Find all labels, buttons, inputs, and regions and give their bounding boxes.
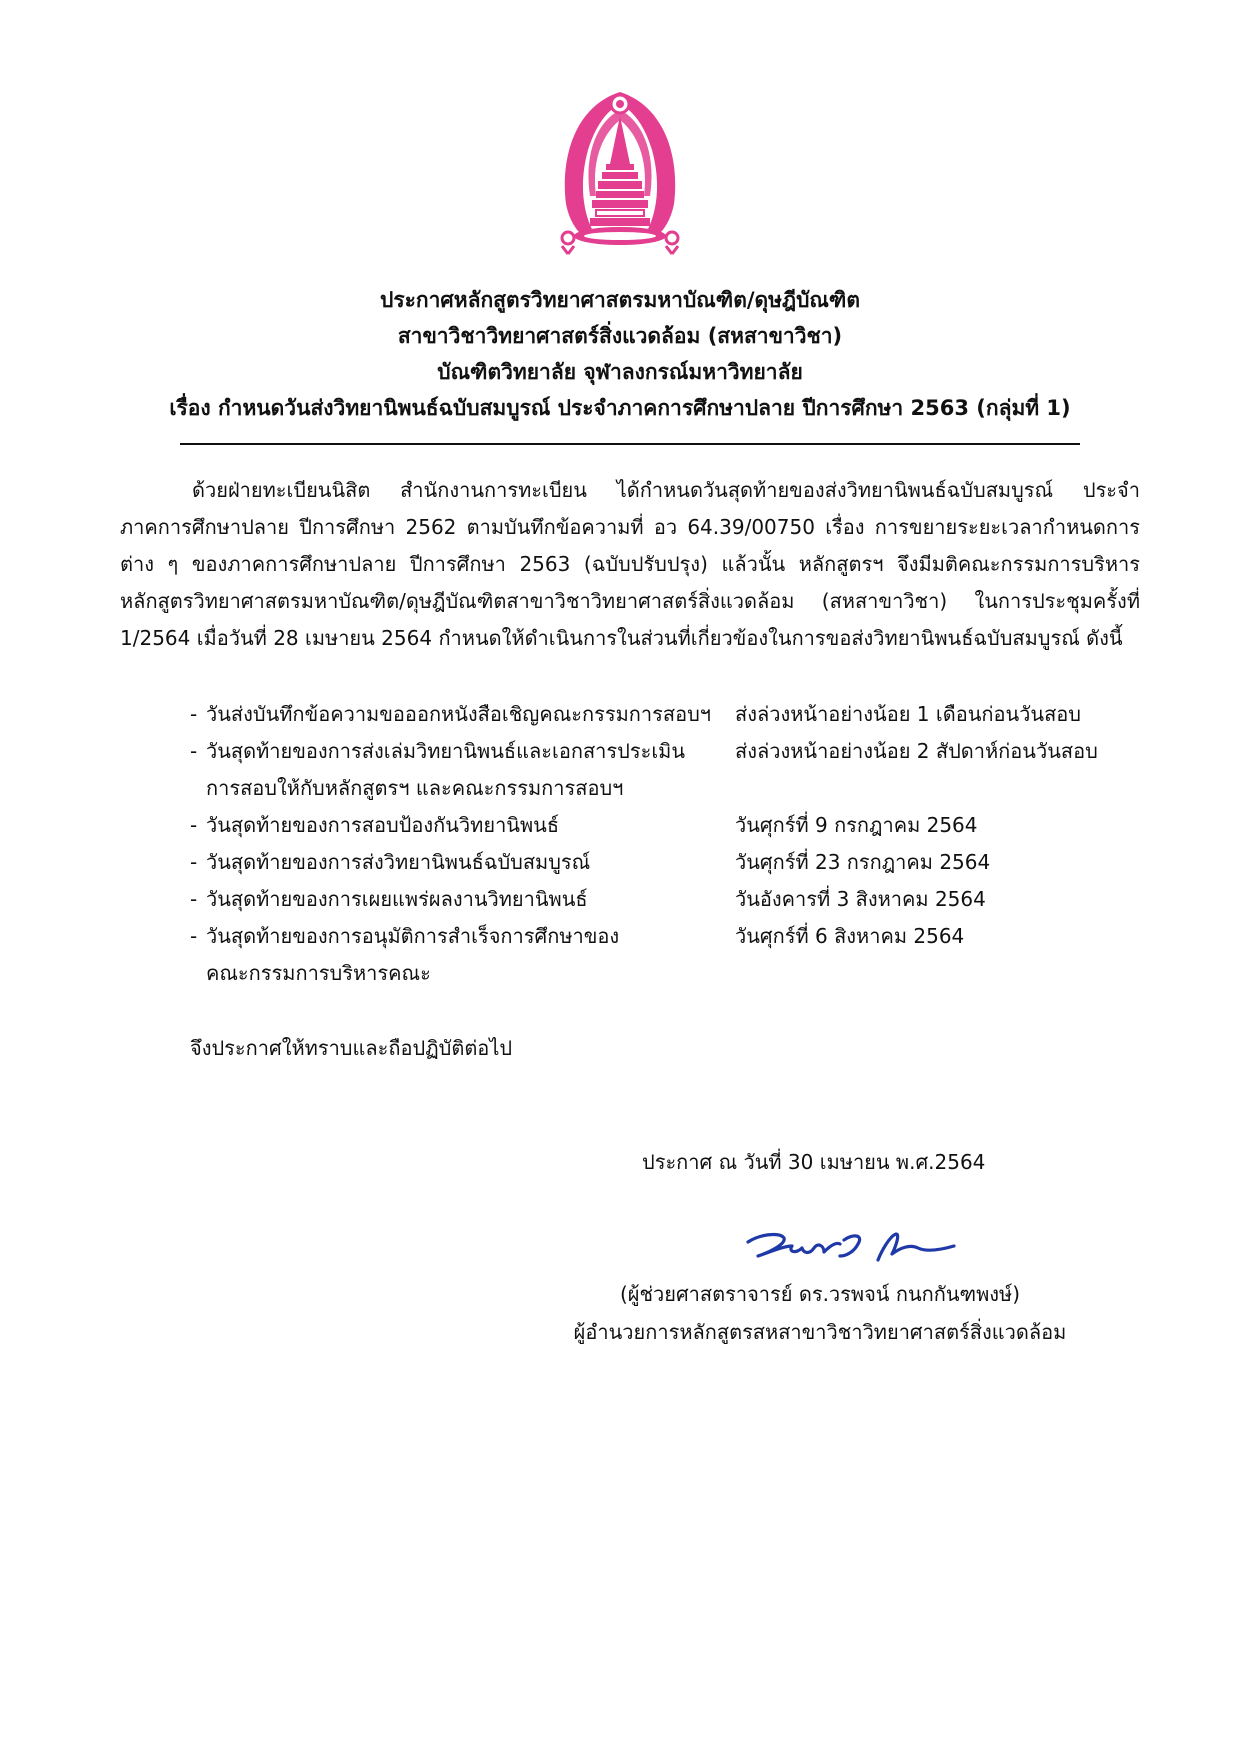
signer-title: ผู้อำนวยการหลักสูตรสหสาขาวิชาวิทยาศาสตร์สิ่งแวดล้อม bbox=[573, 1320, 1067, 1344]
schedule-item bbox=[190, 881, 1130, 918]
schedule-item-value: วันศุกร์ที่ 23 กรกฎาคม 2564 bbox=[735, 850, 991, 874]
schedule-item-label-cont: คณะกรรมการบริหารคณะ bbox=[206, 961, 431, 985]
schedule-item-label: วันสุดท้ายของการส่งวิทยานิพนธ์ฉบับสมบูรณ์ bbox=[206, 850, 591, 874]
bullet-dash: - bbox=[190, 702, 198, 726]
handwritten-signature bbox=[740, 1222, 960, 1268]
closing-statement: จึงประกาศให้ทราบและถือปฏิบัติต่อไป bbox=[190, 1036, 513, 1060]
announcement-header bbox=[150, 282, 1090, 426]
schedule-item-label: วันส่งบันทึกข้อความขอออกหนังสือเชิญคณะกรรมการสอบฯ bbox=[206, 702, 712, 726]
university-emblem-icon bbox=[556, 86, 684, 258]
bullet-dash: - bbox=[190, 850, 198, 874]
schedule-item-value: วันอังคารที่ 3 สิงหาคม 2564 bbox=[735, 887, 986, 911]
schedule-item bbox=[190, 844, 1130, 881]
intro-line-4: หลักสูตรวิทยาศาสตรมหาบัณฑิต/ดุษฎีบัณฑิตสาขาวิชาวิทยาศาสตร์สิ่งแวดล้อม (สหสาขาวิชา) ในการประชุมครั้งที่ bbox=[120, 589, 1140, 613]
intro-paragraph bbox=[120, 472, 1140, 657]
intro-line-1: ด้วยฝ่ายทะเบียนนิสิต สำนักงานการทะเบียน ได้กำหนดวันสุดท้ายของส่งวิทยานิพนธ์ฉบับสมบูรณ์ ประจำ bbox=[192, 478, 1140, 502]
schedule-item bbox=[190, 807, 1130, 844]
header-line-1: ประกาศหลักสูตรวิทยาศาสตรมหาบัณฑิต/ดุษฎีบัณฑิต bbox=[380, 288, 860, 312]
schedule-item-label: วันสุดท้ายของการส่งเล่มวิทยานิพนธ์และเอกสารประเมิน bbox=[206, 739, 686, 763]
header-line-2: สาขาวิชาวิทยาศาสตร์สิ่งแวดล้อม (สหสาขาวิชา) bbox=[397, 324, 843, 348]
signer-name: (ผู้ช่วยศาสตราจารย์ ดร.วรพจน์ กนกกันฑพงษ์) bbox=[619, 1282, 1021, 1306]
schedule-item bbox=[190, 918, 1130, 992]
bullet-dash: - bbox=[190, 887, 198, 911]
bullet-dash: - bbox=[190, 739, 198, 763]
schedule-item bbox=[190, 696, 1130, 733]
header-subject: เรื่อง กำหนดวันส่งวิทยานิพนธ์ฉบับสมบูรณ์ ประจำภาคการศึกษาปลาย ปีการศึกษา 2563 (กลุ่มที่ 1) bbox=[169, 396, 1071, 420]
intro-line-2: ภาคการศึกษาปลาย ปีการศึกษา 2562 ตามบันทึกข้อความที่ อว 64.39/00750 เรื่อง การขยายระยะเวลากำหนดการ bbox=[120, 515, 1140, 539]
schedule-item bbox=[190, 733, 1130, 807]
schedule-list bbox=[190, 696, 1130, 992]
schedule-item-label: วันสุดท้ายของการอนุมัติการสำเร็จการศึกษาของ bbox=[206, 924, 620, 948]
schedule-item-value: ส่งล่วงหน้าอย่างน้อย 1 เดือนก่อนวันสอบ bbox=[735, 702, 1081, 726]
intro-line-3: ต่าง ๆ ของภาคการศึกษาปลาย ปีการศึกษา 2563 (ฉบับปรับปรุง) แล้วนั้น หลักสูตรฯ จึงมีมติคณะกรรมการบริหาร bbox=[120, 552, 1140, 576]
intro-line-5: 1/2564 เมื่อวันที่ 28 เมษายน 2564 กำหนดให้ดำเนินการในส่วนที่เกี่ยวข้องในการขอส่งวิทยานิพนธ์ฉบับสมบูรณ์ ดังนี้ bbox=[120, 626, 1123, 650]
header-divider bbox=[180, 443, 1080, 445]
schedule-item-label-cont: การสอบให้กับหลักสูตรฯ และคณะกรรมการสอบฯ bbox=[206, 776, 624, 800]
schedule-item-label: วันสุดท้ายของการเผยแพร่ผลงานวิทยานิพนธ์ bbox=[206, 887, 588, 911]
announcement-date: ประกาศ ณ วันที่ 30 เมษายน พ.ศ.2564 bbox=[642, 1150, 986, 1174]
header-line-3: บัณฑิตวิทยาลัย จุฬาลงกรณ์มหาวิทยาลัย bbox=[437, 360, 803, 384]
schedule-item-value: วันศุกร์ที่ 9 กรกฎาคม 2564 bbox=[735, 813, 978, 837]
schedule-item-value: วันศุกร์ที่ 6 สิงหาคม 2564 bbox=[735, 924, 965, 948]
schedule-item-label: วันสุดท้ายของการสอบป้องกันวิทยานิพนธ์ bbox=[206, 813, 560, 837]
bullet-dash: - bbox=[190, 813, 198, 837]
bullet-dash: - bbox=[190, 924, 198, 948]
schedule-item-value: ส่งล่วงหน้าอย่างน้อย 2 สัปดาห์ก่อนวันสอบ bbox=[735, 739, 1098, 763]
